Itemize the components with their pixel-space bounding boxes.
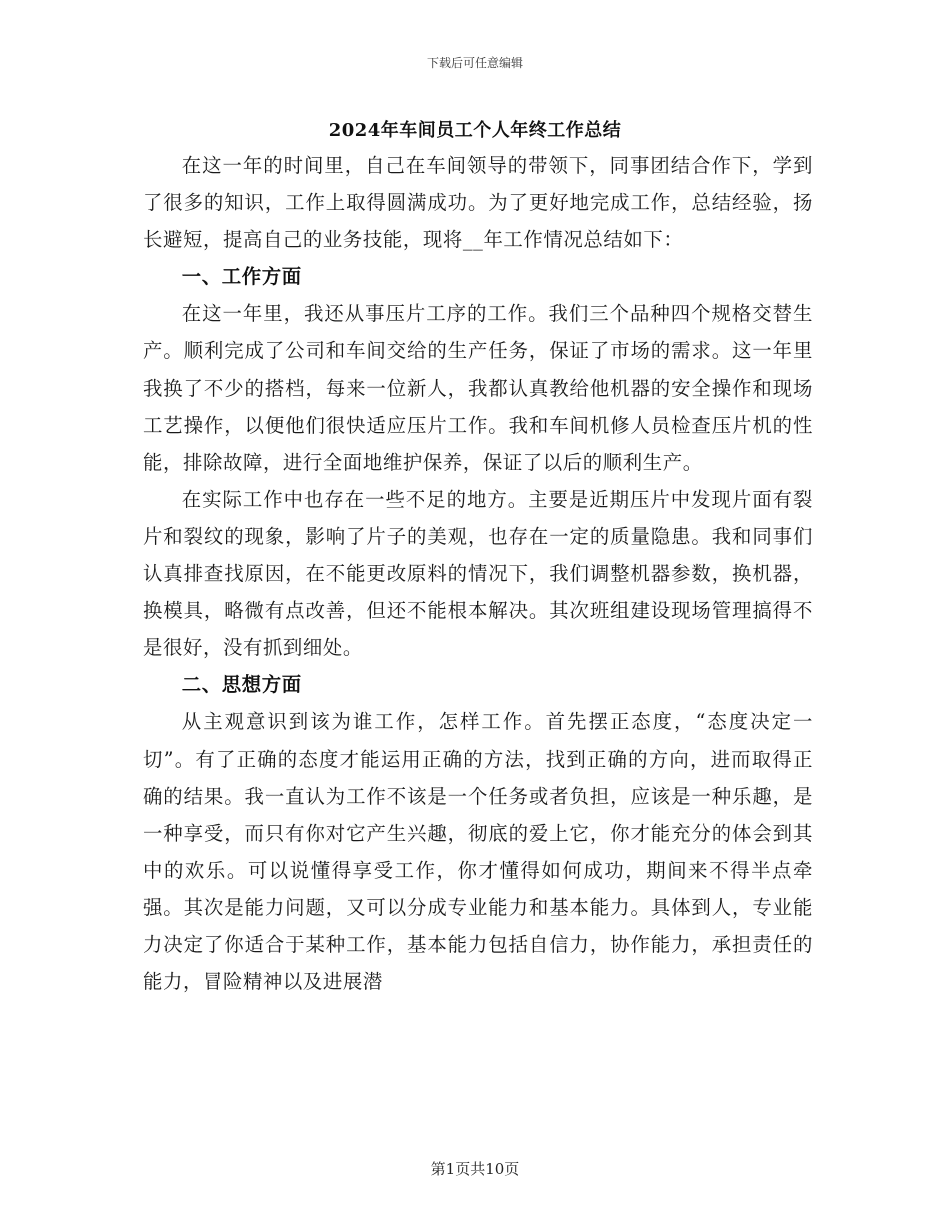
header-note: 下载后可任意编辑	[426, 56, 523, 70]
document-body	[143, 147, 813, 1000]
section-heading-thought: 二、思想方面	[181, 673, 302, 697]
paragraph-work-1: 在这一年里，我还从事压片工序的工作。我们三个品种四个规格交替生产。顺利完成了公司和车间交给的生产任务，保证了市场的需求。这一年里我换了不少的搭档，每来一位新人，我都认真教给他机器的安全操作和现场工艺操作，以便他们很快适应压片工作。我和车间机修人员检查压片机的性能，排除故障，进行全面地维护保养，保证了以后的顺利生产。	[143, 302, 813, 474]
section-heading-work: 一、工作方面	[181, 265, 302, 289]
document-title: 2024年车间员工个人年终工作总结	[328, 120, 622, 141]
paragraph-work-2: 在实际工作中也存在一些不足的地方。主要是近期压片中发现片面有裂片和裂纹的现象，影响了片子的美观，也存在一定的质量隐患。我和同事们认真排查找原因，在不能更改原料的情况下，我们调整机器参数，换机器，换模具，略微有点改善，但还不能根本解决。其次班组建设现场管理搞得不是很好，没有抓到细处。	[143, 487, 813, 660]
paragraph-thought-1: 从主观意识到该为谁工作，怎样工作。首先摆正态度，“态度决定一切”。有了正确的态度才能运用正确的方法，找到正确的方向，进而取得正确的结果。我一直认为工作不该是一个任务或者负担，应该是一种乐趣，是一种享受，而只有你对它产生兴趣，彻底的爱上它，你才能充分的体会到其中的欢乐。可以说懂得享受工作，你才懂得如何成功，期间来不得半点牵强。其次是能力问题，又可以分成专业能力和基本能力。具体到人，专业能力决定了你适合于某种工作，基本能力包括自信力，协作能力，承担责任的能力，冒险精神以及进展潜	[143, 710, 813, 994]
page-footer: 第1页共10页	[430, 1160, 520, 1178]
paragraph-intro: 在这一年的时间里，自己在车间领导的带领下，同事团结合作下，学到了很多的知识，工作上取得圆满成功。为了更好地完成工作，总结经验，扬长避短，提高自己的业务技能，现将__年工作情况总结如下：	[143, 154, 813, 252]
